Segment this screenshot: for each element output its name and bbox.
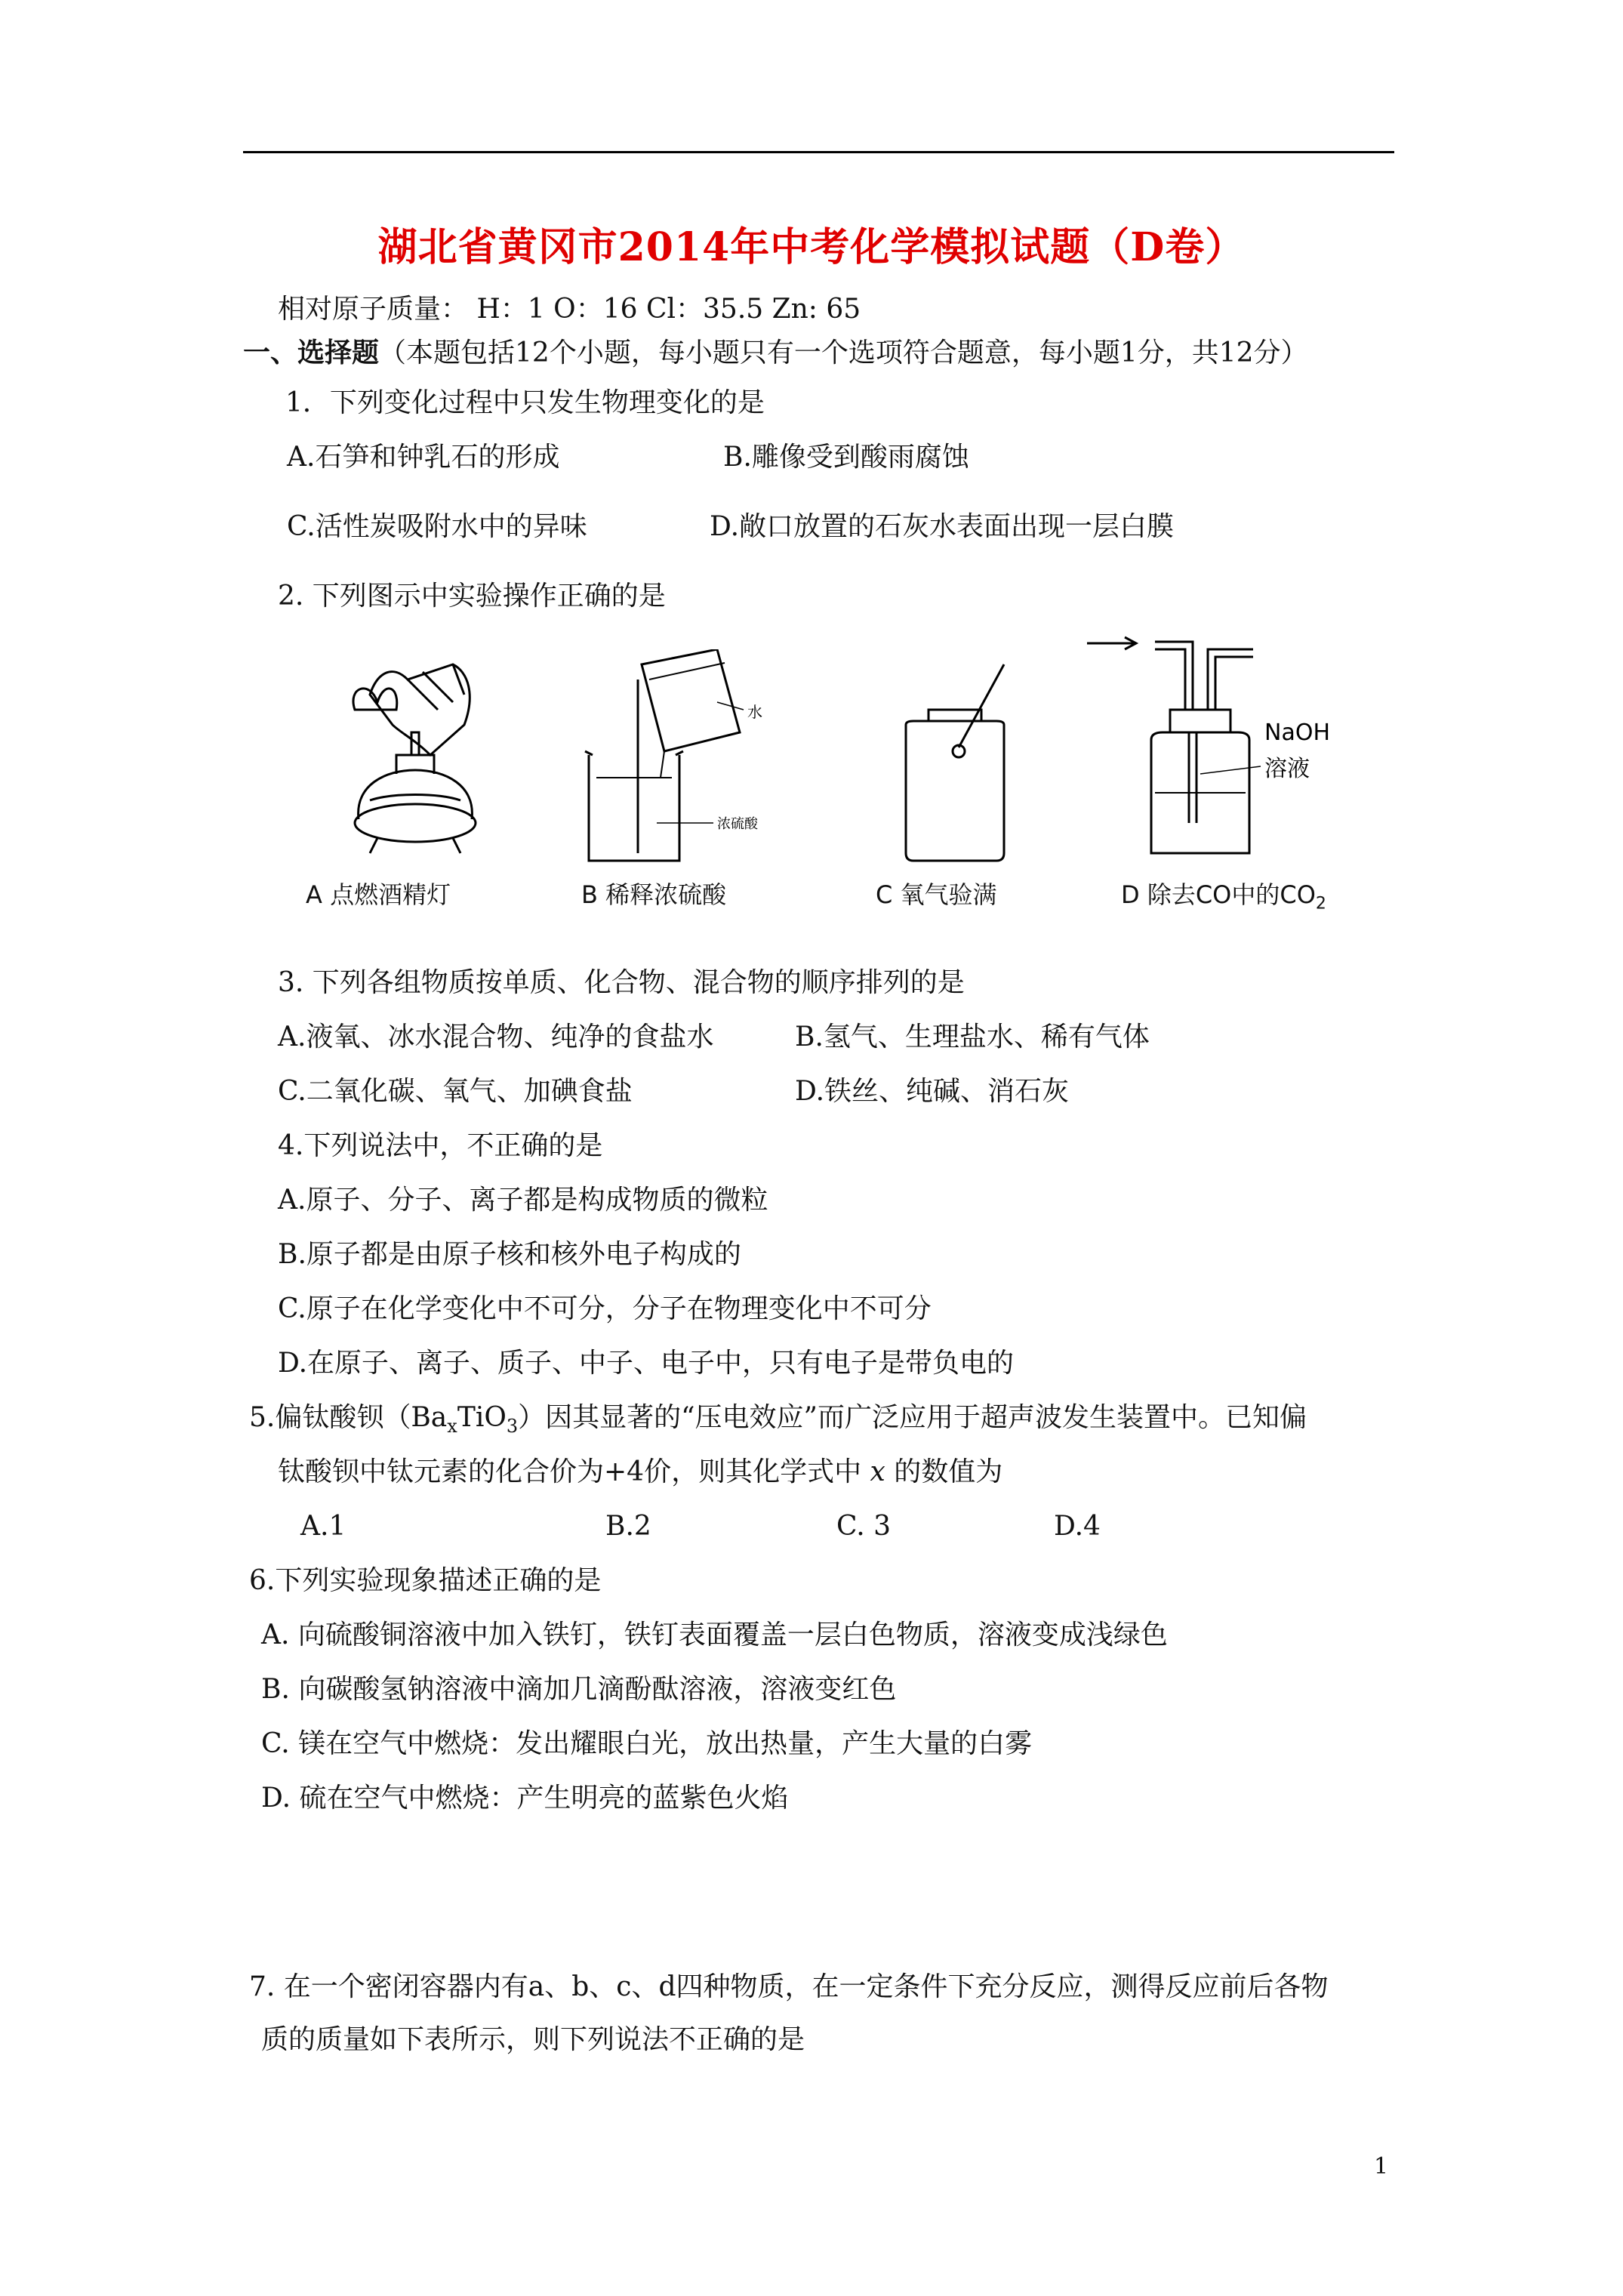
q7-stem-line1: 7. 在一个密闭容器内有a、b、c、d四种物质，在一定条件下充分反应，测得反应前后各物 bbox=[249, 1971, 1329, 2002]
page-title: 湖北省黄冈市2014年中考化学模拟试题（D卷） bbox=[377, 224, 1246, 270]
q6-stem: 6.下列实验现象描述正确的是 bbox=[249, 1565, 602, 1596]
q4-stem: 4.下列说法中，不正确的是 bbox=[278, 1130, 603, 1161]
q4-option-c: C.原子在化学变化中不可分，分子在物理变化中不可分 bbox=[278, 1293, 932, 1324]
gas-washing-figure bbox=[1079, 627, 1397, 868]
q5-sub-x: x bbox=[447, 1416, 457, 1438]
q7-stem-line2: 质的质量如下表所示，则下列说法不正确的是 bbox=[261, 2024, 805, 2055]
naoh-label: NaOH bbox=[1264, 720, 1330, 746]
q4-option-a: A.原子、分子、离子都是构成物质的微粒 bbox=[278, 1185, 768, 1216]
water-label: 水 bbox=[747, 703, 762, 721]
q5-option-a: A.1 bbox=[300, 1511, 346, 1542]
q6-option-c: C. 镁在空气中燃烧：发出耀眼白光，放出热量，产生大量的白雾 bbox=[261, 1728, 1033, 1759]
fig-d-caption-text: D 除去CO中的CO bbox=[1121, 880, 1316, 909]
q1-option-d: D.敞口放置的石灰水表面出现一层白膜 bbox=[710, 511, 1175, 542]
q3-option-c: C.二氧化碳、氧气、加碘食盐 bbox=[278, 1076, 633, 1107]
q5-stem1-mid: TiO bbox=[457, 1402, 507, 1433]
q5-stem1-post: ）因其显著的“压电效应”而广泛应用于超声波发生装置中。已知偏 bbox=[518, 1402, 1307, 1433]
q1-option-b: B.雕像受到酸雨腐蚀 bbox=[723, 442, 969, 473]
section-note: （本题包括12个小题，每小题只有一个选项符合题意，每小题1分，共12分） bbox=[379, 337, 1308, 368]
fig-d-subscript: 2 bbox=[1315, 894, 1326, 914]
q5-stem-line2 bbox=[278, 1456, 1002, 1489]
q1-stem: 1．下列变化过程中只发生物理变化的是 bbox=[285, 387, 765, 418]
dilute-acid-figure bbox=[581, 649, 793, 868]
atomic-mass-line: 相对原子质量： H：1 O：16 Cl：35.5 Zn: 65 bbox=[278, 294, 861, 325]
header-rule bbox=[243, 151, 1394, 153]
q1-option-c: C.活性炭吸附水中的异味 bbox=[287, 511, 587, 542]
q5-option-c: C. 3 bbox=[836, 1511, 892, 1542]
page-number: 1 bbox=[1374, 2153, 1389, 2180]
fig-d-caption bbox=[1121, 876, 1326, 913]
q6-option-a: A. 向硫酸铜溶液中加入铁钉，铁钉表面覆盖一层白色物质，溶液变成浅绿色 bbox=[261, 1620, 1168, 1650]
solution-label: 溶液 bbox=[1264, 756, 1310, 782]
q1-option-a: A.石笋和钟乳石的形成 bbox=[287, 442, 560, 473]
q4-option-d: D.在原子、离子、质子、中子、电子中，只有电子是带负电的 bbox=[278, 1348, 1015, 1379]
q5-stem-line1 bbox=[249, 1401, 1307, 1443]
q2-figures bbox=[287, 649, 1419, 921]
q5-stem2-post: 的数值为 bbox=[885, 1456, 1003, 1487]
oxygen-test-figure bbox=[883, 649, 1034, 868]
q5-stem2-pre: 钛酸钡中钛元素的化合价为+4价，则其化学式中 bbox=[278, 1456, 870, 1487]
q5-sub-3: 3 bbox=[506, 1416, 519, 1438]
fig-c-caption: C 氧气验满 bbox=[876, 880, 997, 909]
q4-option-b: B.原子都是由原子核和核外电子构成的 bbox=[278, 1239, 741, 1270]
acid-label: 浓硫酸 bbox=[717, 816, 758, 832]
q5-var-x: x bbox=[870, 1456, 885, 1487]
fig-b-caption: B 稀释浓硫酸 bbox=[581, 880, 727, 909]
q5-stem1-pre: 5.偏钛酸钡（Ba bbox=[249, 1402, 448, 1433]
q5-option-d: D.4 bbox=[1054, 1511, 1101, 1542]
section-heading bbox=[243, 336, 1308, 370]
section-title: 一、选择题 bbox=[243, 337, 380, 368]
fig-a-caption: A 点燃酒精灯 bbox=[306, 880, 451, 909]
q5-option-b: B.2 bbox=[605, 1511, 651, 1542]
q2-stem: 2. 下列图示中实验操作正确的是 bbox=[278, 581, 666, 612]
q3-option-d: D.铁丝、纯碱、消石灰 bbox=[795, 1076, 1070, 1107]
q3-option-a: A.液氧、冰水混合物、纯净的食盐水 bbox=[278, 1022, 714, 1052]
q3-stem: 3. 下列各组物质按单质、化合物、混合物的顺序排列的是 bbox=[278, 967, 965, 998]
alcohol-lamp-figure bbox=[325, 649, 506, 868]
q6-option-b: B. 向碳酸氢钠溶液中滴加几滴酚酞溶液，溶液变红色 bbox=[261, 1674, 897, 1705]
q3-option-b: B.氢气、生理盐水、稀有气体 bbox=[795, 1022, 1150, 1052]
q6-option-d: D. 硫在空气中燃烧：产生明亮的蓝紫色火焰 bbox=[261, 1783, 789, 1814]
